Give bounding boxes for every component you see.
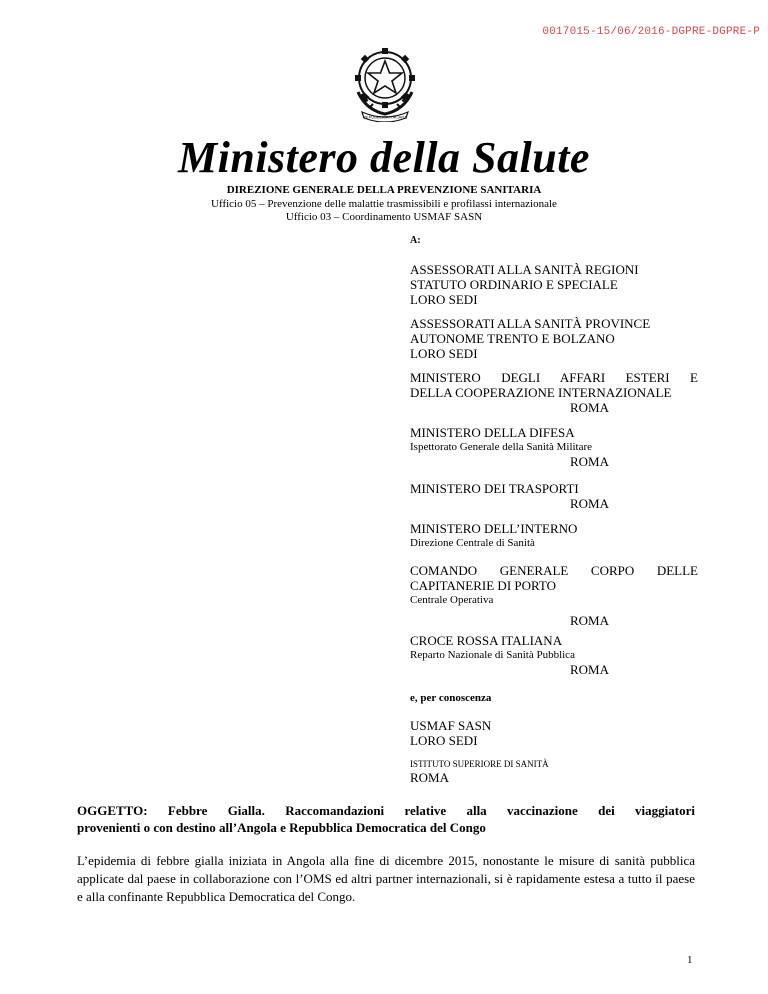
recipient-interior	[410, 521, 698, 550]
recipient-line: MINISTERO DELL’INTERNO	[410, 521, 578, 536]
recipient-coast-guard	[410, 563, 698, 628]
recipient-foreign-affairs	[410, 370, 698, 415]
italian-republic-emblem-icon	[348, 44, 422, 122]
subject-line-1: OGGETTO: Febbre Gialla. Raccomandazioni relative alla vaccinazione dei viaggiatori	[77, 803, 695, 818]
subject-heading	[77, 802, 695, 836]
office-line-1: Ufficio 05 – Prevenzione delle malattie trasmissibili e profilassi internazionale	[211, 198, 557, 210]
recipient-usmaf	[410, 718, 698, 748]
recipient-city: ROMA	[410, 770, 450, 785]
recipient-line: ASSESSORATI ALLA SANITÀ REGIONI	[410, 262, 639, 277]
recipient-provinces	[410, 316, 698, 361]
page-number: 1	[687, 954, 693, 966]
recipient-iss	[410, 758, 698, 785]
protocol-number: 0017015-15/06/2016-DGPRE-DGPRE-P	[542, 26, 760, 38]
recipient-city: ROMA	[570, 662, 610, 677]
recipient-city: ROMA	[570, 496, 610, 511]
body-paragraph: L’epidemia di febbre gialla iniziata in Angola alla fine di dicembre 2015, nonostante le misure di sanità pubblica applicate dal paese in collaborazione con l’OMS ed altri partner internazionali, si è rapidamente estesa a tutto il paese e alla confinante Repubblica Democratica del Congo.	[77, 853, 695, 904]
recipient-line: LORO SEDI	[410, 346, 478, 361]
recipient-line: DELLA COOPERAZIONE INTERNAZIONALE	[410, 385, 672, 400]
recipient-line: CAPITANERIE DI PORTO	[410, 578, 556, 593]
recipient-line: COMANDO GENERALE CORPO DELLE	[410, 563, 698, 578]
emblem-ribbon-text: REPUBBLICA ITALIANA	[363, 114, 407, 120]
recipient-line: Reparto Nazionale di Sanità Pubblica	[410, 649, 575, 661]
to-label: A:	[410, 235, 421, 246]
directorate-name: DIREZIONE GENERALE DELLA PREVENZIONE SANITARIA	[226, 184, 542, 196]
recipient-line: ASSESSORATI ALLA SANITÀ PROVINCE	[410, 316, 651, 331]
recipient-red-cross	[410, 633, 698, 677]
recipient-line: MINISTERO DEI TRASPORTI	[410, 481, 579, 496]
recipient-line: LORO SEDI	[410, 733, 478, 748]
recipient-line: Centrale Operativa	[410, 594, 494, 606]
recipient-transport	[410, 481, 698, 511]
ministry-title: Ministero della Salute	[178, 133, 590, 182]
recipient-line: USMAF SASN	[410, 718, 492, 733]
recipient-city: ROMA	[570, 454, 610, 469]
recipient-line: Ispettorato Generale della Sanità Militare	[410, 441, 593, 453]
subject-line-2: provenienti o con destino all’Angola e Repubblica Democratica del Congo	[77, 820, 486, 835]
office-line-2: Ufficio 03 – Coordinamento USMAF SASN	[285, 211, 483, 223]
recipient-city: ROMA	[570, 613, 610, 628]
recipient-line: STATUTO ORDINARIO E SPECIALE	[410, 277, 618, 292]
recipient-line: MINISTERO DELLA DIFESA	[410, 425, 575, 440]
recipient-line: CROCE ROSSA ITALIANA	[410, 633, 563, 648]
recipient-city: ROMA	[570, 400, 610, 415]
cc-label: e, per conoscenza	[410, 692, 492, 704]
recipient-regions	[410, 262, 698, 307]
recipient-line: AUTONOME TRENTO E BOLZANO	[410, 331, 615, 346]
recipient-defence	[410, 425, 698, 469]
recipient-line: Direzione Centrale di Sanità	[410, 537, 535, 549]
recipient-line: LORO SEDI	[410, 292, 478, 307]
recipient-line: ISTITUTO SUPERIORE DI SANITÀ	[410, 759, 549, 769]
recipient-line: MINISTERO DEGLI AFFARI ESTERI E	[410, 370, 698, 385]
